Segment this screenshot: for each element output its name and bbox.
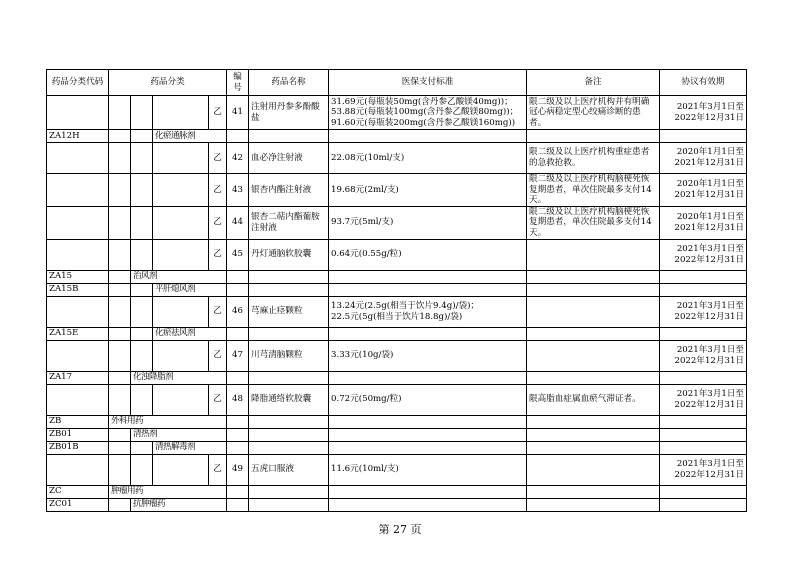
payment-standard xyxy=(329,96,527,130)
validity-period-line: 2022年12月31日 xyxy=(674,399,745,410)
empty-cell xyxy=(153,143,209,174)
validity-period xyxy=(660,143,747,174)
empty-cell xyxy=(527,498,660,511)
header-category: 药品分类 xyxy=(109,70,227,96)
empty-cell xyxy=(527,283,660,296)
empty-cell xyxy=(109,296,131,327)
empty-cell xyxy=(227,441,249,454)
empty-cell xyxy=(660,415,747,428)
category-label: 肿瘤用药 xyxy=(109,485,227,498)
empty-cell xyxy=(527,485,660,498)
payment-standard-line: 91.60元(每瓶装200mg(含丹参乙酸镁160mg)) xyxy=(331,117,516,128)
validity-period xyxy=(660,454,747,485)
empty-cell xyxy=(131,174,153,207)
empty-cell xyxy=(660,485,747,498)
empty-cell xyxy=(227,270,249,283)
drug-name: 注射用丹参多酚酸盐 xyxy=(249,96,329,130)
empty-cell xyxy=(249,441,329,454)
empty-cell xyxy=(109,498,131,511)
payment-standard xyxy=(329,384,527,415)
validity-period-line: 2021年12月31日 xyxy=(674,222,745,233)
payment-standard-line: 13.24元(2.5g(相当于饮片9.4g)/袋)； xyxy=(331,300,480,311)
validity-period-line: 2021年3月1日至 xyxy=(676,101,745,112)
drug-number: 49 xyxy=(227,454,249,485)
header-code: 药品分类代码 xyxy=(47,70,109,96)
table-header-row xyxy=(47,70,747,96)
category-code: ZA12H xyxy=(47,130,109,143)
empty-cell xyxy=(153,239,209,270)
empty-cell xyxy=(660,371,747,384)
drug-number: 45 xyxy=(227,239,249,270)
payment-standard xyxy=(329,454,527,485)
drug-number: 44 xyxy=(227,206,249,239)
empty-cell xyxy=(329,130,527,143)
empty-cell xyxy=(660,130,747,143)
validity-period-line: 2021年3月1日至 xyxy=(676,458,745,469)
drug-row xyxy=(47,384,747,415)
validity-period-line: 2021年12月31日 xyxy=(674,158,745,168)
empty-cell xyxy=(329,485,527,498)
empty-cell xyxy=(131,384,153,415)
validity-period xyxy=(660,174,747,207)
header-number: 编号 xyxy=(227,70,249,96)
empty-cell xyxy=(249,270,329,283)
drug-grade: 乙 xyxy=(209,384,227,415)
empty-cell xyxy=(131,327,153,340)
empty-cell xyxy=(660,428,747,441)
category-code: ZA15B xyxy=(47,283,109,296)
payment-standard xyxy=(329,296,527,327)
drug-name: 血必净注射液 xyxy=(249,143,329,174)
category-code: ZB xyxy=(47,415,109,428)
empty-cell xyxy=(660,327,747,340)
payment-standard-line: 3.33元(10g/袋) xyxy=(331,350,394,361)
payment-standard-line: 93.7元(5ml/支) xyxy=(331,217,394,228)
empty-cell xyxy=(109,143,131,174)
header-name: 药品名称 xyxy=(249,70,329,96)
payment-standard-line: 31.69元(每瓶装50mg(含丹参乙酸镁40mg))； xyxy=(331,96,513,107)
empty-cell xyxy=(329,327,527,340)
empty-cell xyxy=(109,384,131,415)
empty-cell xyxy=(47,143,109,174)
drug-grade: 乙 xyxy=(209,96,227,130)
empty-cell xyxy=(131,283,153,296)
category-label: 化瘀祛风剂 xyxy=(153,327,227,340)
empty-cell xyxy=(660,283,747,296)
category-label: 平肝熄风剂 xyxy=(153,283,227,296)
empty-cell xyxy=(527,441,660,454)
empty-cell xyxy=(109,96,131,130)
drug-number: 42 xyxy=(227,143,249,174)
empty-cell xyxy=(131,454,153,485)
payment-standard xyxy=(329,340,527,371)
drug-remark xyxy=(527,296,660,327)
drug-grade: 乙 xyxy=(209,296,227,327)
empty-cell xyxy=(109,327,131,340)
empty-cell xyxy=(47,96,109,130)
category-row xyxy=(47,485,747,498)
drug-remark: 限二级及以上医疗机构并有明确冠心病稳定型心绞痛诊断的患者。 xyxy=(527,96,660,130)
category-code: ZB01 xyxy=(47,428,109,441)
empty-cell xyxy=(227,428,249,441)
drug-row xyxy=(47,96,747,130)
drug-name: 银杏内酯注射液 xyxy=(249,174,329,207)
drug-remark: 限二级及以上医疗机构脑梗死恢复期患者，单次住院最多支付14天。 xyxy=(527,206,660,239)
empty-cell xyxy=(109,283,131,296)
validity-period-line: 2020年1月1日至 xyxy=(676,212,745,223)
drug-row xyxy=(47,340,747,371)
empty-cell xyxy=(249,371,329,384)
header-period: 协议有效期 xyxy=(660,70,747,96)
empty-cell xyxy=(131,441,153,454)
drug-name: 芎麻止痉颗粒 xyxy=(249,296,329,327)
validity-period-line: 2022年12月31日 xyxy=(674,254,745,265)
empty-cell xyxy=(131,296,153,327)
empty-cell xyxy=(47,206,109,239)
empty-cell xyxy=(131,96,153,130)
empty-cell xyxy=(47,340,109,371)
empty-cell xyxy=(227,485,249,498)
category-code: ZA15E xyxy=(47,327,109,340)
drug-remark: 限二级及以上医疗机构脑梗死恢复期患者，单次住院最多支付14天。 xyxy=(527,174,660,207)
category-label: 化瘀通脉剂 xyxy=(153,130,227,143)
drug-list-table xyxy=(46,69,747,512)
validity-period-line: 2022年12月31日 xyxy=(674,112,745,123)
drug-grade: 乙 xyxy=(209,239,227,270)
page-number: 第 27 页 xyxy=(378,523,422,536)
payment-standard-line: 22.08元(10ml/支) xyxy=(331,152,405,163)
validity-period-line: 2022年12月31日 xyxy=(674,469,745,480)
empty-cell xyxy=(153,174,209,207)
payment-standard-line: 53.88元(每瓶装100mg(含丹参乙酸镁80mg))； xyxy=(331,107,519,118)
validity-period-line: 2021年3月1日至 xyxy=(676,388,745,399)
category-code: ZA17 xyxy=(47,371,109,384)
empty-cell xyxy=(227,283,249,296)
drug-grade: 乙 xyxy=(209,174,227,207)
payment-standard xyxy=(329,174,527,207)
empty-cell xyxy=(131,340,153,371)
drug-grade: 乙 xyxy=(209,454,227,485)
drug-remark xyxy=(527,239,660,270)
validity-period-line: 2021年12月31日 xyxy=(674,189,745,200)
drug-remark xyxy=(527,454,660,485)
empty-cell xyxy=(153,206,209,239)
drug-number: 43 xyxy=(227,174,249,207)
empty-cell xyxy=(527,371,660,384)
empty-cell xyxy=(131,239,153,270)
category-row xyxy=(47,498,747,511)
category-label: 化浊降脂剂 xyxy=(131,371,227,384)
category-label: 治风剂 xyxy=(131,270,227,283)
drug-name: 五虎口服液 xyxy=(249,454,329,485)
drug-remark: 限二级及以上医疗机构重症患者的急救抢救。 xyxy=(527,143,660,174)
empty-cell xyxy=(47,239,109,270)
category-code: ZB01B xyxy=(47,441,109,454)
drug-row xyxy=(47,239,747,270)
empty-cell xyxy=(109,340,131,371)
validity-period-line: 2022年12月31日 xyxy=(674,355,745,366)
drug-number: 41 xyxy=(227,96,249,130)
empty-cell xyxy=(153,454,209,485)
validity-period-line: 2021年3月1日至 xyxy=(676,243,745,254)
empty-cell xyxy=(227,371,249,384)
empty-cell xyxy=(131,143,153,174)
empty-cell xyxy=(109,239,131,270)
empty-cell xyxy=(47,454,109,485)
drug-row xyxy=(47,174,747,207)
drug-row xyxy=(47,143,747,174)
drug-row xyxy=(47,206,747,239)
validity-period-line: 2022年12月31日 xyxy=(674,311,745,322)
payment-standard xyxy=(329,206,527,239)
empty-cell xyxy=(249,498,329,511)
validity-period xyxy=(660,340,747,371)
payment-standard xyxy=(329,143,527,174)
payment-standard xyxy=(329,239,527,270)
empty-cell xyxy=(249,415,329,428)
validity-period-line: 2020年1月1日至 xyxy=(676,147,745,158)
empty-cell xyxy=(227,498,249,511)
category-code: ZC xyxy=(47,485,109,498)
category-row xyxy=(47,371,747,384)
validity-period-line: 2021年3月1日至 xyxy=(676,300,745,311)
empty-cell xyxy=(249,327,329,340)
empty-cell xyxy=(153,384,209,415)
drug-remark: 限高脂血症属血瘀气滞证者。 xyxy=(527,384,660,415)
payment-standard-line: 11.6元(10ml/支) xyxy=(331,464,399,475)
validity-period xyxy=(660,206,747,239)
empty-cell xyxy=(249,428,329,441)
empty-cell xyxy=(660,270,747,283)
category-row xyxy=(47,428,747,441)
drug-name: 川芎清脑颗粒 xyxy=(249,340,329,371)
drug-name: 丹灯通脑软胶囊 xyxy=(249,239,329,270)
empty-cell xyxy=(527,130,660,143)
empty-cell xyxy=(109,454,131,485)
payment-standard-line: 0.64元(0.55g/粒) xyxy=(331,249,402,260)
validity-period xyxy=(660,239,747,270)
empty-cell xyxy=(527,428,660,441)
empty-cell xyxy=(660,498,747,511)
empty-cell xyxy=(527,415,660,428)
empty-cell xyxy=(249,283,329,296)
empty-cell xyxy=(227,327,249,340)
category-code: ZA15 xyxy=(47,270,109,283)
header-remark: 备注 xyxy=(527,70,660,96)
category-row xyxy=(47,441,747,454)
validity-period xyxy=(660,384,747,415)
empty-cell xyxy=(47,174,109,207)
validity-period xyxy=(660,296,747,327)
empty-cell xyxy=(329,371,527,384)
empty-cell xyxy=(329,498,527,511)
empty-cell xyxy=(153,340,209,371)
empty-cell xyxy=(249,485,329,498)
validity-period xyxy=(660,96,747,130)
empty-cell xyxy=(109,130,131,143)
category-label: 抗肿瘤药 xyxy=(131,498,227,511)
empty-cell xyxy=(153,296,209,327)
drug-row xyxy=(47,296,747,327)
payment-standard-line: 22.5元(5g(相当于饮片18.8g)/袋) xyxy=(331,311,463,322)
drug-name: 银杏二萜内酯葡胺注射液 xyxy=(249,206,329,239)
payment-standard-line: 0.72元(50mg/粒) xyxy=(331,394,402,405)
empty-cell xyxy=(131,130,153,143)
empty-cell xyxy=(329,428,527,441)
empty-cell xyxy=(109,371,131,384)
drug-name: 降脂通络软胶囊 xyxy=(249,384,329,415)
empty-cell xyxy=(329,270,527,283)
empty-cell xyxy=(131,206,153,239)
payment-standard-line: 19.68元(2ml/支) xyxy=(331,184,399,195)
empty-cell xyxy=(153,96,209,130)
category-row xyxy=(47,270,747,283)
category-row xyxy=(47,283,747,296)
category-row xyxy=(47,415,747,428)
drug-number: 48 xyxy=(227,384,249,415)
empty-cell xyxy=(109,174,131,207)
empty-cell xyxy=(527,270,660,283)
empty-cell xyxy=(527,327,660,340)
category-row xyxy=(47,130,747,143)
empty-cell xyxy=(249,130,329,143)
category-label: 清热解毒剂 xyxy=(153,441,227,454)
header-standard: 医保支付标准 xyxy=(329,70,527,96)
drug-grade: 乙 xyxy=(209,143,227,174)
empty-cell xyxy=(227,130,249,143)
category-label: 清热剂 xyxy=(131,428,227,441)
empty-cell xyxy=(329,441,527,454)
empty-cell xyxy=(227,415,249,428)
empty-cell xyxy=(109,206,131,239)
category-code: ZC01 xyxy=(47,498,109,511)
empty-cell xyxy=(47,296,109,327)
drug-remark xyxy=(527,340,660,371)
validity-period-line: 2021年3月1日至 xyxy=(676,344,745,355)
drug-grade: 乙 xyxy=(209,340,227,371)
drug-row xyxy=(47,454,747,485)
empty-cell xyxy=(109,441,131,454)
empty-cell xyxy=(109,270,131,283)
drug-number: 46 xyxy=(227,296,249,327)
empty-cell xyxy=(660,441,747,454)
empty-cell xyxy=(109,428,131,441)
drug-grade: 乙 xyxy=(209,206,227,239)
category-row xyxy=(47,327,747,340)
drug-number: 47 xyxy=(227,340,249,371)
empty-cell xyxy=(329,415,527,428)
empty-cell xyxy=(329,283,527,296)
category-label: 外科用药 xyxy=(109,415,227,428)
validity-period-line: 2020年1月1日至 xyxy=(676,179,745,190)
empty-cell xyxy=(47,384,109,415)
